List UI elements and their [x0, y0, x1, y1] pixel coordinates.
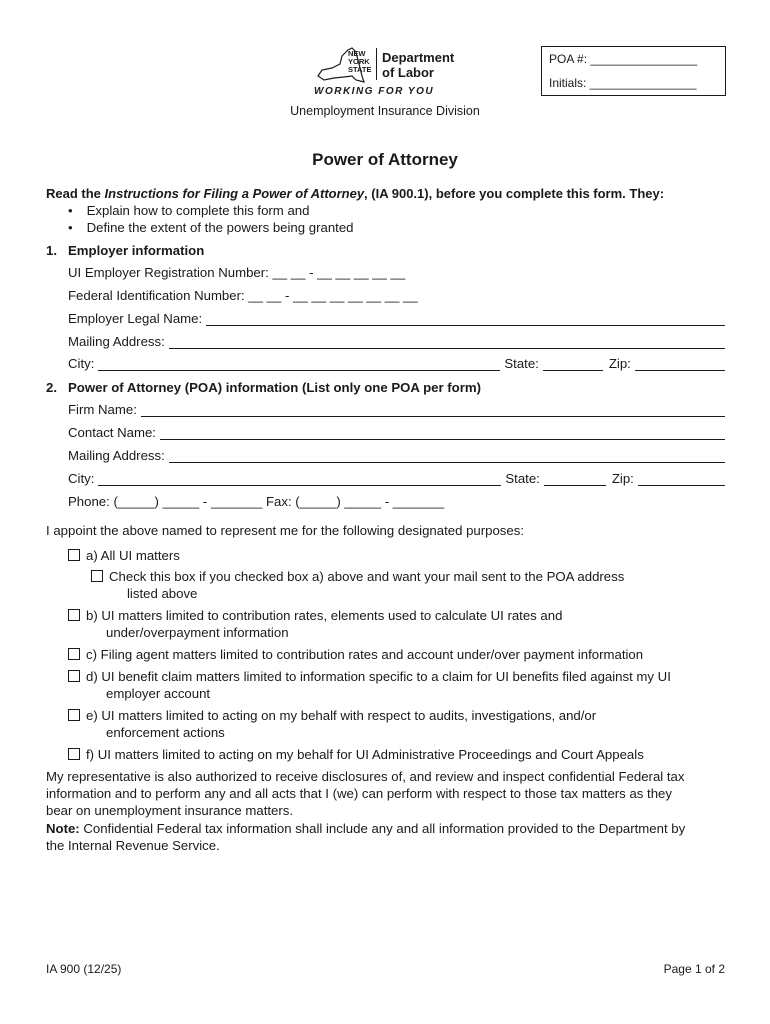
intro-bullet-2: • Define the extent of the powers being granted	[68, 220, 354, 235]
employer-legal-name-label: Employer Legal Name:	[68, 311, 203, 326]
employer-zip-field[interactable]	[635, 356, 725, 371]
option-e-label: e) UI matters limited to acting on my behalf with respect to audits, investigations, and/or	[86, 708, 597, 723]
section2-heading: Power of Attorney (POA) information (List only one POA per form)	[68, 380, 481, 395]
federal-identification-number-field[interactable]: Federal Identification Number: __ __ - __ __ __ __ __ __ __	[68, 288, 418, 303]
firm-name-label: Firm Name:	[68, 402, 137, 417]
section2-number: 2.	[46, 380, 57, 395]
poa-number-field[interactable]: POA #: ________________	[549, 52, 698, 66]
option-c-label: c) Filing agent matters limited to contribution rates and account under/over payment information	[86, 647, 644, 662]
employer-state-field[interactable]	[543, 356, 603, 371]
checkbox-c-filing-agent[interactable]	[68, 648, 80, 660]
option-a-sub-label-cont: listed above	[127, 586, 198, 601]
poa-mailing-address-field[interactable]	[169, 448, 725, 463]
checkbox-d-benefit-claim[interactable]	[68, 670, 80, 682]
logo-divider	[376, 48, 377, 80]
poa-city-field[interactable]	[98, 471, 501, 486]
option-b-label: b) UI matters limited to contribution rates, elements used to calculate UI rates and	[86, 608, 563, 623]
firm-name-field[interactable]	[141, 402, 725, 417]
poa-city-label: City:	[68, 471, 95, 486]
employer-legal-name-field[interactable]	[206, 311, 725, 326]
employer-state-label: State:	[504, 356, 539, 371]
contact-name-label: Contact Name:	[68, 425, 156, 440]
logo-state-line1: NEW	[348, 49, 366, 58]
checkbox-b-contribution-rates[interactable]	[68, 609, 80, 621]
division-name: Unemployment Insurance Division	[290, 104, 480, 118]
disclosure-line-1: My representative is also authorized to receive disclosures of, and review and inspect confidential Federal tax	[46, 769, 685, 784]
logo-dept-line2: of Labor	[382, 65, 434, 80]
option-f-label: f) UI matters limited to acting on my behalf for UI Administrative Proceedings and Court Appeals	[86, 747, 644, 762]
intro-bullet-1: • Explain how to complete this form and	[68, 203, 310, 218]
logo-dept-line1: Department	[382, 50, 455, 65]
checkbox-e-audits[interactable]	[68, 709, 80, 721]
option-e-label-cont: enforcement actions	[106, 725, 225, 740]
option-a-label: a) All UI matters	[86, 548, 180, 563]
disclosure-line-3: bear on unemployment insurance matters.	[46, 803, 294, 818]
intro-instructions-title: Instructions for Filing a Power of Attorney	[104, 186, 365, 201]
intro-part3: , (IA 900.1), before you complete this form. They:	[364, 186, 665, 201]
section1-heading: Employer information	[68, 243, 205, 258]
initials-field[interactable]: Initials: ________________	[549, 76, 697, 90]
employer-zip-label: Zip:	[608, 356, 631, 371]
ui-employer-registration-number-field[interactable]: UI Employer Registration Number: __ __ - __ __ __ __ __	[68, 265, 406, 280]
nys-dol-logo	[312, 46, 472, 102]
disclosure-line-2: information and to perform any and all acts that I (we) can perform with respect to those tax matters as they	[46, 786, 672, 801]
option-b-label-cont: under/overpayment information	[106, 625, 289, 640]
employer-city-field[interactable]	[98, 356, 500, 371]
poa-box	[541, 46, 726, 96]
employer-mailing-address-field[interactable]	[169, 334, 725, 349]
option-d-label-cont: employer account	[106, 686, 211, 701]
checkbox-a-mail-to-poa[interactable]	[91, 570, 103, 582]
note-label: Note:	[46, 821, 80, 836]
appoint-statement: I appoint the above named to represent me for the following designated purposes:	[46, 523, 524, 538]
logo-tagline: WORKING FOR YOU	[314, 86, 435, 97]
intro-text	[46, 186, 664, 201]
poa-zip-label: Zip:	[611, 471, 634, 486]
note-line-2: the Internal Revenue Service.	[46, 838, 220, 853]
poa-state-field[interactable]	[544, 471, 606, 486]
employer-city-label: City:	[68, 356, 95, 371]
intro-part1: Read the	[46, 186, 105, 201]
poa-mailing-address-label: Mailing Address:	[68, 448, 165, 463]
logo-state-line2: YORK	[348, 57, 370, 66]
note-line-1: Note: Confidential Federal tax information shall include any and all information provided to the Department by	[46, 821, 686, 836]
option-a-sub-label: Check this box if you checked box a) above and want your mail sent to the POA address	[109, 569, 625, 584]
poa-state-label: State:	[505, 471, 540, 486]
employer-mailing-address-label: Mailing Address:	[68, 334, 165, 349]
option-d-label: d) UI benefit claim matters limited to information specific to a claim for UI benefits filed against my UI	[86, 669, 671, 684]
checkbox-a-all-ui-matters[interactable]	[68, 549, 80, 561]
logo-state-line3: STATE	[348, 65, 372, 74]
form-id: IA 900 (12/25)	[46, 962, 122, 976]
section1-number: 1.	[46, 243, 57, 258]
page-number: Page 1 of 2	[663, 962, 725, 976]
page-title: Power of Attorney	[312, 150, 458, 169]
poa-zip-field[interactable]	[638, 471, 725, 486]
contact-name-field[interactable]	[160, 425, 725, 440]
phone-fax-field[interactable]: Phone: (_____) _____ - _______ Fax: (_____) _____ - _______	[68, 494, 445, 509]
checkbox-f-administrative-proceedings[interactable]	[68, 748, 80, 760]
